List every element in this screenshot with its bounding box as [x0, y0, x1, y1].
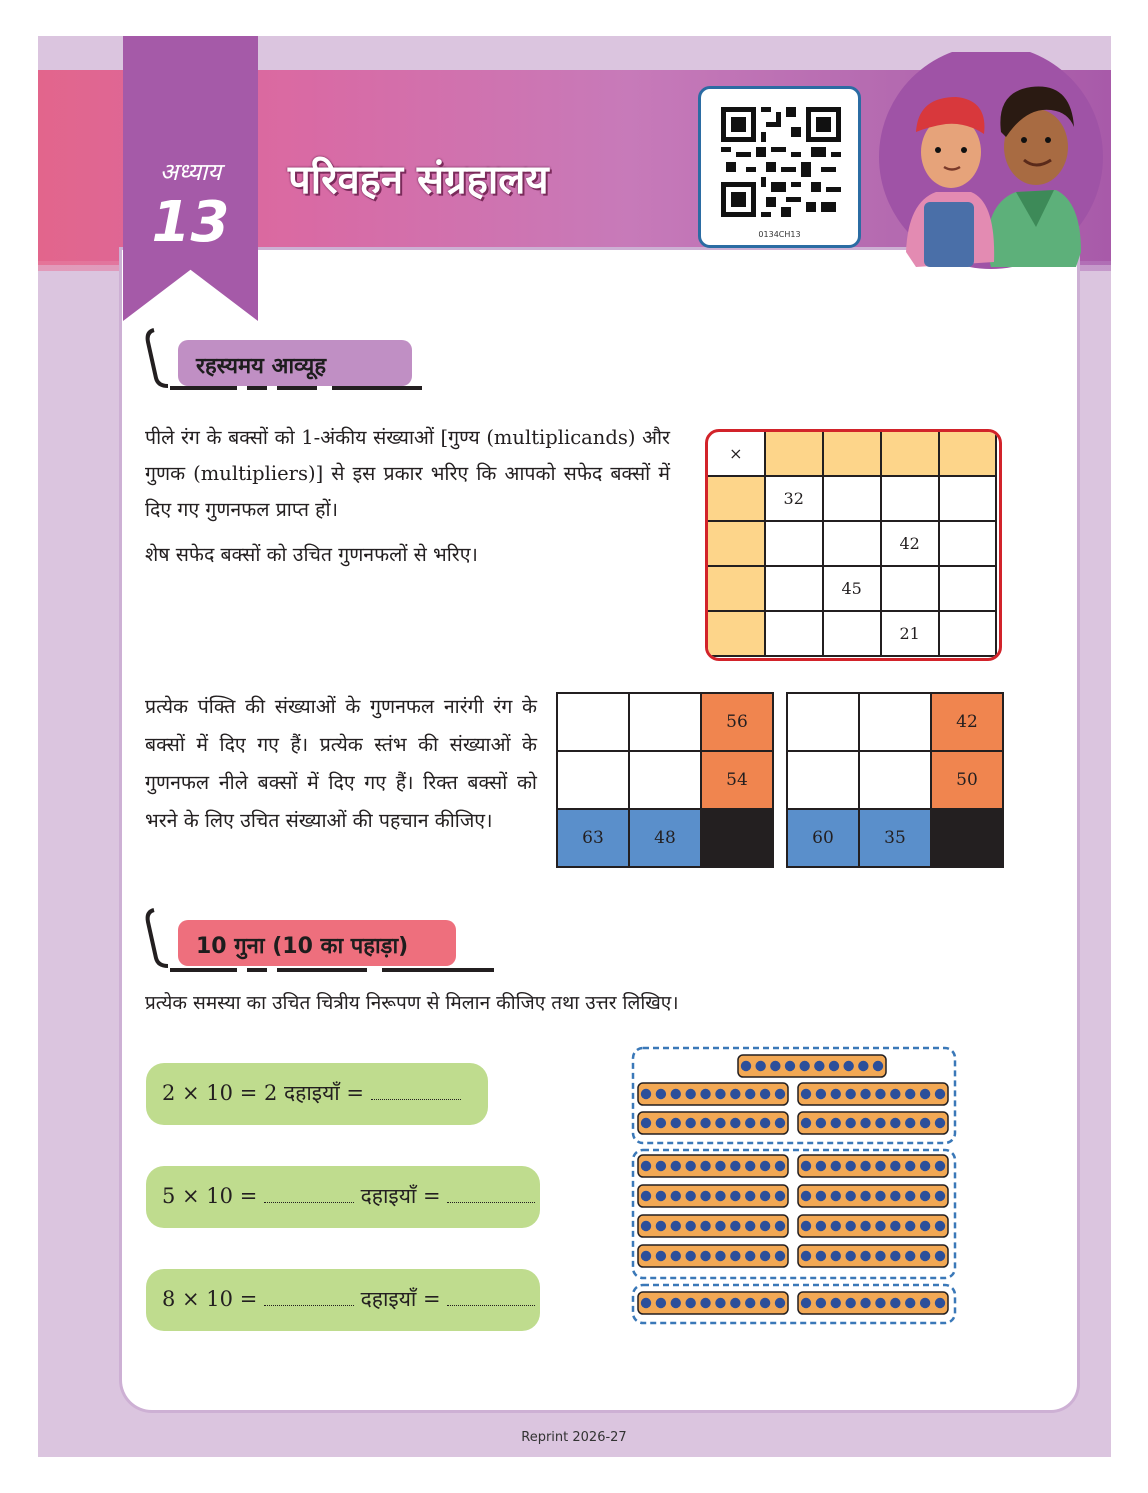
bead: [873, 1061, 883, 1071]
problem-2x10: [146, 1063, 488, 1125]
bead: [845, 1251, 855, 1261]
multiplier-cell[interactable]: [707, 566, 765, 611]
bead: [845, 1089, 855, 1099]
bead: [816, 1118, 826, 1128]
multiplicand-cell[interactable]: [823, 431, 881, 476]
bead: [760, 1251, 770, 1261]
bead: [671, 1251, 681, 1261]
bead: [935, 1161, 945, 1171]
given-product-cell: 45: [823, 566, 881, 611]
bead: [770, 1061, 780, 1071]
bead: [831, 1221, 841, 1231]
bead: [760, 1089, 770, 1099]
puzzle2-cell[interactable]: [787, 693, 859, 751]
given-product-cell: 21: [881, 611, 939, 656]
product-blank-cell[interactable]: [939, 611, 996, 656]
bead: [831, 1251, 841, 1261]
bead: [760, 1191, 770, 1201]
bead: [700, 1089, 710, 1099]
times-corner-cell: ×: [707, 431, 765, 476]
bead: [671, 1118, 681, 1128]
multiplier-cell[interactable]: [707, 611, 765, 656]
bead: [656, 1118, 666, 1128]
bead: [875, 1298, 885, 1308]
multiplier-cell[interactable]: [707, 476, 765, 521]
bead: [730, 1221, 740, 1231]
bead: [760, 1118, 770, 1128]
bead: [905, 1118, 915, 1128]
bead: [875, 1161, 885, 1171]
matrix-instructions: [145, 420, 670, 528]
bead: [860, 1118, 870, 1128]
bead: [775, 1251, 785, 1261]
bead: [775, 1161, 785, 1171]
bead: [760, 1221, 770, 1231]
bead: [935, 1191, 945, 1201]
multiplicand-cell[interactable]: [939, 431, 996, 476]
problem-expression: 8 × 10 =: [162, 1287, 264, 1311]
bead: [715, 1161, 725, 1171]
bead: [715, 1089, 725, 1099]
bead: [890, 1221, 900, 1231]
bead: [745, 1298, 755, 1308]
bead: [641, 1251, 651, 1261]
product-blank-cell[interactable]: [881, 566, 939, 611]
bead: [860, 1298, 870, 1308]
chapter-title: परिवहन संग्रहालय: [288, 157, 549, 203]
bead: [656, 1298, 666, 1308]
bead: [831, 1161, 841, 1171]
bead: [935, 1221, 945, 1231]
bead: [845, 1221, 855, 1231]
bead: [775, 1298, 785, 1308]
section-heading-matrix: रहस्यमय आव्यूह: [178, 340, 412, 386]
bead: [860, 1191, 870, 1201]
qr-code-icon: [721, 107, 841, 217]
product-puzzle-instructions: प्रत्येक पंक्ति की संख्याओं के गुणनफल नारंगी रंग के बक्सों में दिए गए हैं। प्रत्येक स्तंभ की संख्याओं के गुणनफल नीले बक्सों में दिए गए हैं। रिक्त बक्सों को भरने के लिए उचित संख्याओं की पहचान कीजिए।: [145, 695, 537, 832]
bead: [845, 1191, 855, 1201]
bead: [920, 1118, 930, 1128]
ten-strip: [738, 1055, 886, 1077]
bead: [816, 1221, 826, 1231]
problem-mid-text: दहाइयाँ =: [353, 1287, 448, 1311]
bead: [730, 1118, 740, 1128]
bead: [905, 1191, 915, 1201]
bead: [890, 1161, 900, 1171]
bead: [860, 1089, 870, 1099]
bead: [700, 1298, 710, 1308]
bead: [860, 1251, 870, 1261]
bead: [920, 1298, 930, 1308]
bead: [785, 1061, 795, 1071]
bead: [656, 1161, 666, 1171]
multiplication-grid: [705, 429, 1002, 661]
bead: [816, 1191, 826, 1201]
bead: [760, 1298, 770, 1308]
bead: [831, 1191, 841, 1201]
puzzle2-cell[interactable]: [859, 751, 931, 809]
bead: [801, 1118, 811, 1128]
bead: [671, 1221, 681, 1231]
ten-strip: [798, 1083, 948, 1105]
matrix-instruction-2: शेष सफेद बक्सों को उचित गुणनफलों से भरिए।: [145, 543, 478, 566]
children-illustration: [876, 52, 1106, 272]
bead: [685, 1298, 695, 1308]
bead: [641, 1118, 651, 1128]
bead: [829, 1061, 839, 1071]
bead: [656, 1191, 666, 1201]
bead: [745, 1161, 755, 1171]
ten-strip: [798, 1112, 948, 1134]
bead: [801, 1191, 811, 1201]
bead: [656, 1089, 666, 1099]
puzzle1-cell[interactable]: [629, 693, 701, 751]
bead: [905, 1221, 915, 1231]
bead: [935, 1298, 945, 1308]
matrix-instruction-text: पीले रंग के बक्सों को 1-अंकीय संख्याओं [गुण्य (multiplicands) और गुणक (multipliers)] से इस प्रकार भरिए कि आपको सफेद बक्सों में दिए गए गुणनफल प्राप्त हों।: [145, 426, 670, 521]
puzzle2-cell[interactable]: [787, 751, 859, 809]
ten-strip: [638, 1292, 788, 1314]
bead: [700, 1251, 710, 1261]
col-product: 48: [629, 809, 701, 867]
product-blank-cell[interactable]: [823, 611, 881, 656]
problem-5x10: [146, 1166, 540, 1228]
bead: [831, 1089, 841, 1099]
answer-blank[interactable]: [447, 1185, 535, 1203]
ten-strip: [638, 1155, 788, 1177]
bead: [641, 1191, 651, 1201]
bead: [671, 1298, 681, 1308]
bead: [671, 1161, 681, 1171]
bead: [905, 1251, 915, 1261]
bead: [890, 1298, 900, 1308]
bead: [730, 1191, 740, 1201]
col-product: 35: [859, 809, 931, 867]
bead: [775, 1191, 785, 1201]
bead: [845, 1118, 855, 1128]
tens-bead-groups: [628, 1045, 960, 1330]
bead: [920, 1221, 930, 1231]
product-blank-cell[interactable]: [765, 611, 823, 656]
bead: [905, 1298, 915, 1308]
reprint-footer: Reprint 2026-27: [521, 1430, 627, 1445]
bead: [875, 1251, 885, 1261]
bead: [671, 1089, 681, 1099]
bead: [685, 1251, 695, 1261]
bead: [715, 1118, 725, 1128]
product-blank-cell[interactable]: [765, 566, 823, 611]
bead: [890, 1191, 900, 1201]
bead: [905, 1161, 915, 1171]
bead: [671, 1191, 681, 1201]
ten-strip: [798, 1185, 948, 1207]
bead: [730, 1298, 740, 1308]
bead: [858, 1061, 868, 1071]
product-blank-cell[interactable]: [765, 521, 823, 566]
bead: [745, 1221, 755, 1231]
bead: [831, 1298, 841, 1308]
puzzle1-cell[interactable]: [557, 751, 629, 809]
ten-strip: [798, 1155, 948, 1177]
ten-strip: [798, 1292, 948, 1314]
bead: [775, 1089, 785, 1099]
bead: [700, 1191, 710, 1201]
puzzle1-cell[interactable]: [557, 693, 629, 751]
bead: [801, 1221, 811, 1231]
answer-blank[interactable]: [447, 1288, 535, 1306]
multiplicand-cell[interactable]: [765, 431, 823, 476]
col-product: 60: [787, 809, 859, 867]
bead: [745, 1118, 755, 1128]
problem-mid-text: दहाइयाँ =: [353, 1184, 448, 1208]
col-product: 63: [557, 809, 629, 867]
bead: [935, 1089, 945, 1099]
answer-blank[interactable]: [264, 1185, 354, 1203]
bead: [685, 1089, 695, 1099]
bead: [730, 1251, 740, 1261]
bead: [745, 1251, 755, 1261]
product-blank-cell[interactable]: [881, 476, 939, 521]
bead: [715, 1251, 725, 1261]
bead: [843, 1061, 853, 1071]
problem-expression: 5 × 10 =: [162, 1184, 264, 1208]
bead: [656, 1251, 666, 1261]
product-puzzle-1: [556, 692, 774, 868]
bead: [831, 1118, 841, 1128]
row-product: 56: [701, 693, 773, 751]
product-blank-cell[interactable]: [939, 476, 996, 521]
bead: [641, 1298, 651, 1308]
chapter-number: 13: [151, 190, 230, 255]
given-product-cell: 42: [881, 521, 939, 566]
puzzle1-cell[interactable]: [629, 751, 701, 809]
product-blank-cell[interactable]: [823, 521, 881, 566]
bead: [755, 1061, 765, 1071]
problem-expression: 2 × 10 = 2 दहाइयाँ =: [162, 1081, 371, 1105]
bead: [700, 1118, 710, 1128]
row-product: 42: [931, 693, 1003, 751]
ten-strip: [638, 1112, 788, 1134]
bead: [700, 1161, 710, 1171]
bead: [920, 1089, 930, 1099]
row-product: 54: [701, 751, 773, 809]
bead: [741, 1061, 751, 1071]
product-blank-cell[interactable]: [939, 521, 996, 566]
bead: [860, 1161, 870, 1171]
bead: [656, 1221, 666, 1231]
qr-code-id: 0134CH13: [758, 230, 801, 239]
ten-strip: [638, 1215, 788, 1237]
black-corner-cell: [931, 809, 1003, 867]
bead: [775, 1118, 785, 1128]
bead: [920, 1161, 930, 1171]
bead: [730, 1089, 740, 1099]
bead: [715, 1191, 725, 1201]
given-product-cell: 32: [765, 476, 823, 521]
bead: [775, 1221, 785, 1231]
black-corner-cell: [701, 809, 773, 867]
bead: [875, 1089, 885, 1099]
bead: [641, 1089, 651, 1099]
bead: [890, 1089, 900, 1099]
answer-blank[interactable]: [371, 1082, 461, 1100]
bead: [641, 1221, 651, 1231]
bead: [799, 1061, 809, 1071]
bead: [745, 1089, 755, 1099]
bead: [715, 1298, 725, 1308]
bead: [814, 1061, 824, 1071]
bead: [875, 1221, 885, 1231]
problem-8x10: [146, 1269, 540, 1331]
bead: [816, 1161, 826, 1171]
bead: [685, 1221, 695, 1231]
bead: [875, 1118, 885, 1128]
puzzle2-cell[interactable]: [859, 693, 931, 751]
bead: [730, 1161, 740, 1171]
bead: [935, 1118, 945, 1128]
bead: [816, 1251, 826, 1261]
bead: [816, 1089, 826, 1099]
answer-blank[interactable]: [264, 1288, 354, 1306]
section-heading-tens: 10 गुना (10 का पहाड़ा): [178, 920, 456, 966]
bead: [745, 1191, 755, 1201]
bead: [700, 1221, 710, 1231]
bead: [801, 1251, 811, 1261]
bead: [801, 1089, 811, 1099]
ten-strip: [638, 1245, 788, 1267]
row-product: 50: [931, 751, 1003, 809]
bead: [890, 1251, 900, 1261]
product-blank-cell[interactable]: [823, 476, 881, 521]
ten-strip: [638, 1185, 788, 1207]
bead: [890, 1118, 900, 1128]
bead: [685, 1118, 695, 1128]
bead: [920, 1191, 930, 1201]
tens-instruction: प्रत्येक समस्या का उचित चित्रीय निरूपण से मिलान कीजिए तथा उत्तर लिखिए।: [145, 992, 679, 1014]
bead: [845, 1161, 855, 1171]
bead: [801, 1298, 811, 1308]
qr-code-card[interactable]: [698, 86, 861, 248]
bead: [935, 1251, 945, 1261]
ten-strip: [798, 1215, 948, 1237]
chapter-label: अध्याय: [159, 158, 222, 186]
bead: [905, 1089, 915, 1099]
product-blank-cell[interactable]: [939, 566, 996, 611]
bead: [816, 1298, 826, 1308]
bead: [801, 1161, 811, 1171]
bead: [685, 1161, 695, 1171]
multiplicand-cell[interactable]: [881, 431, 939, 476]
bead: [920, 1251, 930, 1261]
ten-strip: [798, 1245, 948, 1267]
bead: [641, 1161, 651, 1171]
ten-strip: [638, 1083, 788, 1105]
bead: [860, 1221, 870, 1231]
product-puzzle-2: [786, 692, 1004, 868]
bead: [685, 1191, 695, 1201]
bead: [760, 1161, 770, 1171]
bead: [715, 1221, 725, 1231]
bead: [845, 1298, 855, 1308]
multiplier-cell[interactable]: [707, 521, 765, 566]
bead: [875, 1191, 885, 1201]
